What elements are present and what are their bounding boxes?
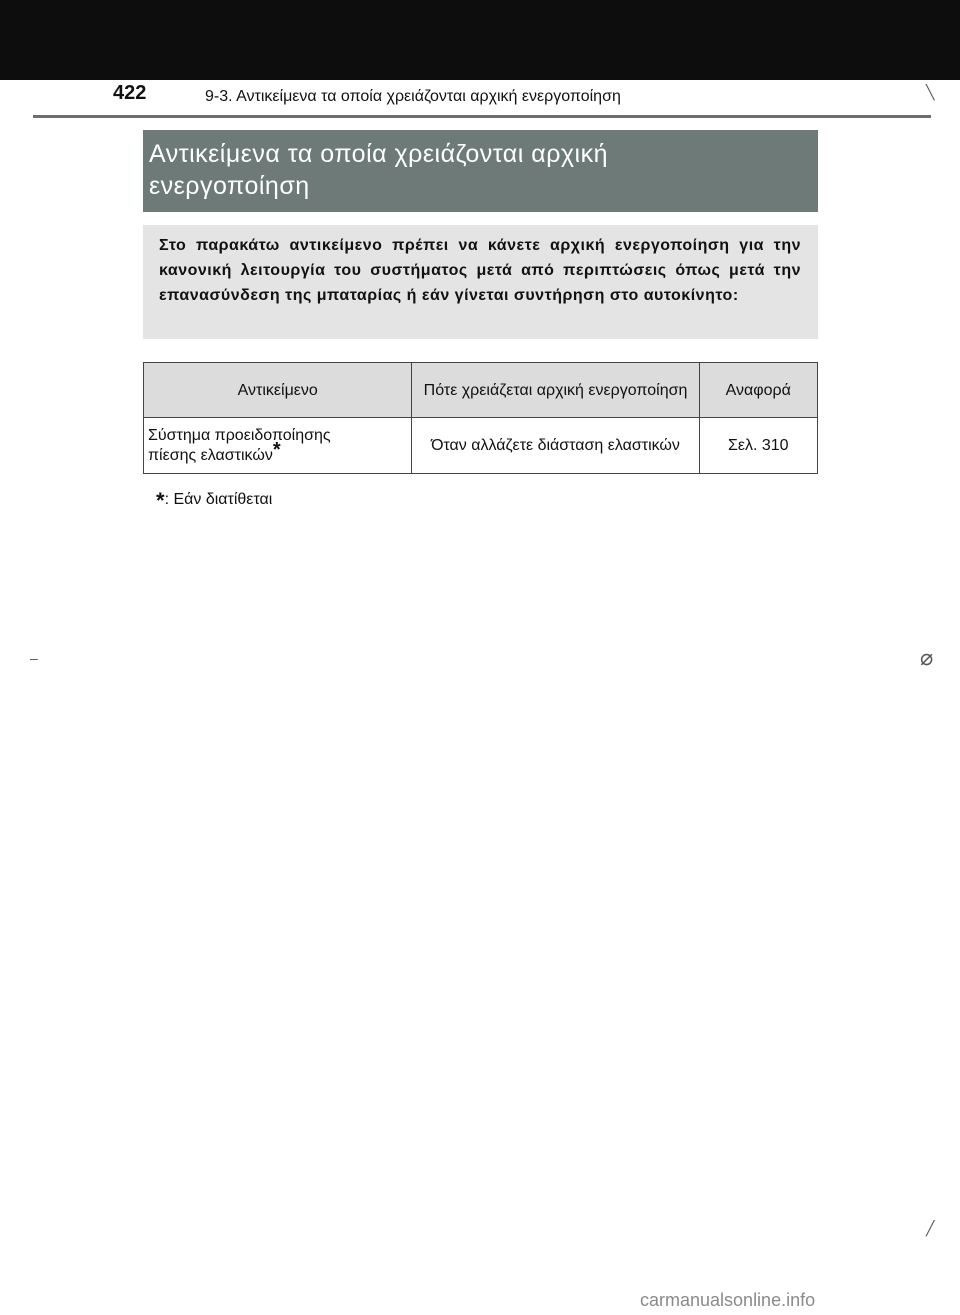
footnote-text: : Εάν διατίθεται [164, 491, 273, 508]
footnote-star: * [156, 488, 165, 513]
initialization-table [143, 362, 818, 474]
header-rule [33, 115, 931, 118]
page-number: 422 [113, 82, 147, 104]
table-row [144, 418, 818, 474]
footnote [156, 484, 273, 513]
section-title: 9-3. Αντικείμενα τα οποία χρειάζονται αρχική ενεργοποίηση [205, 88, 621, 105]
crop-mark-icon: ╱ [926, 1220, 935, 1236]
footnote-marker: * [272, 438, 281, 461]
top-black-bar [0, 0, 960, 80]
column-header: Αντικείμενο [144, 363, 412, 418]
item-name-line1: Σύστημα προειδοποίησης [148, 426, 331, 444]
banner-title: Αντικείμενα τα οποία χρειάζονται αρχική ενεργοποίηση [149, 140, 609, 200]
table-header-row [144, 363, 818, 418]
column-header: Αναφορά [699, 363, 817, 418]
reference-link[interactable]: Σελ. 310 [699, 418, 817, 474]
crop-mark-icon: ╲ [926, 84, 935, 100]
intro-text: Στο παρακάτω αντικείμενο πρέπει να κάνετε αρχική ενεργοποίηση για την κανονική λειτουργία του συστήματος μετά από περιπτώσεις όπως μετά την επανασύνδεση της μπαταρίας ή εάν γίνεται συντήρηση στο αυτοκίνητο: [159, 237, 801, 304]
when-cell: Όταν αλλάζετε διάσταση ελαστικών [412, 418, 699, 474]
crop-mark-icon: – [30, 650, 38, 666]
intro-box [143, 225, 818, 339]
column-header: Πότε χρειάζεται αρχική ενεργοποίηση [412, 363, 699, 418]
item-name-line2: πίεσης ελαστικών [148, 446, 273, 464]
item-cell [144, 418, 412, 474]
register-mark-icon: ⌀ [920, 645, 934, 670]
title-banner [143, 130, 818, 212]
watermark: carmanualsonline.info [640, 1290, 816, 1310]
